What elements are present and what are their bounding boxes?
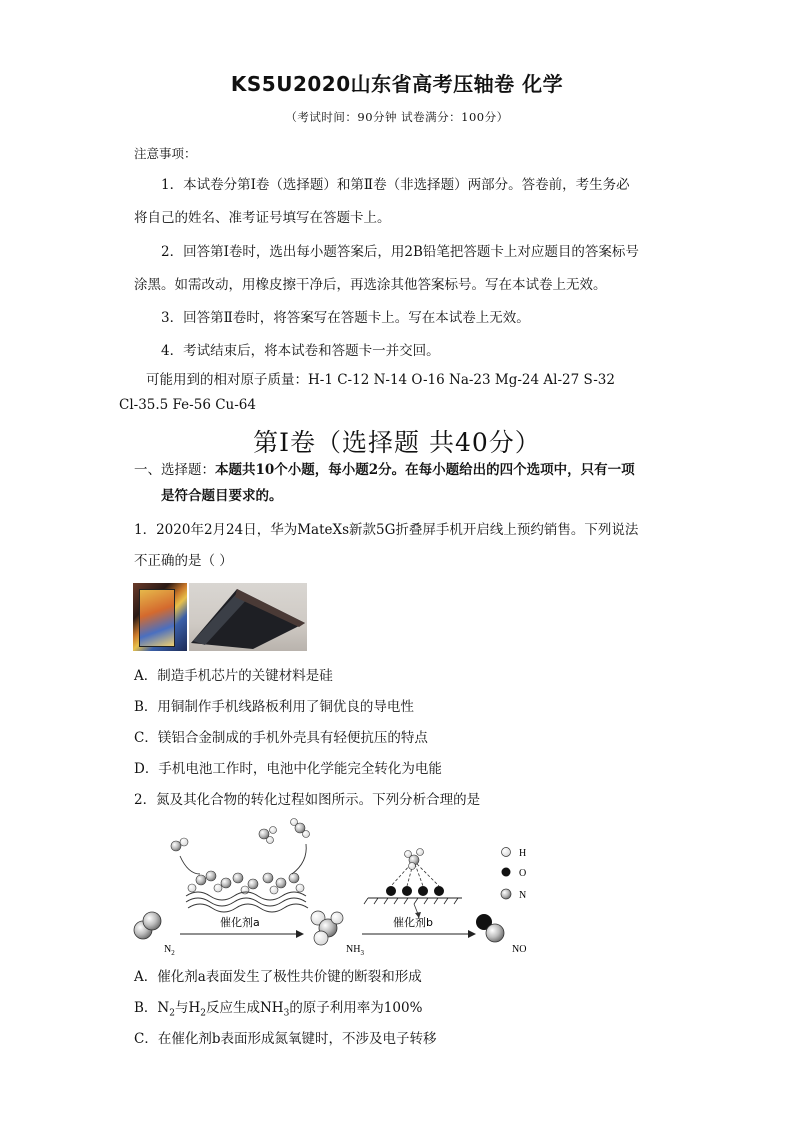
catalyst-b-surface (364, 849, 462, 919)
q2-stem: 2．氮及其化合物的转化过程如图所示。下列分析合理的是 (134, 792, 481, 808)
legend-n-label: N (519, 890, 527, 901)
exam-info: （考试时间：90分钟 试卷满分：100分） (285, 110, 509, 124)
nh3-h-atom (270, 827, 277, 834)
notice-item-4: 4．考试结束后，将本试卷和答题卡一并交回。 (161, 343, 440, 359)
atomic-mass-line-1: 可能用到的相对原子质量：H-1 C-12 N-14 O-16 Na-23 Mg-24 Al-27 S-32 (146, 372, 615, 388)
q2-option-b-sub: 2 (200, 1008, 206, 1019)
q2-option-a: A．催化剂a表面发生了极性共价键的断裂和形成 (134, 969, 422, 985)
no-label: NO (512, 944, 527, 955)
q2-option-b-part: B．N (134, 1000, 170, 1016)
nh3-h-atom (267, 837, 274, 844)
part-1-heading: 第Ⅰ卷（选择题 共40分） (253, 428, 541, 457)
q1-option-c: C．镁铝合金制成的手机外壳具有轻便抗压的特点 (134, 730, 428, 746)
legend-n-symbol (501, 889, 511, 899)
arrowhead-b (468, 930, 476, 938)
n2-molecule-atom (143, 912, 161, 930)
notice-heading: 注意事项： (134, 146, 197, 161)
q2-option-b-part: 反应生成NH (205, 1000, 284, 1016)
folded-phone-shape (189, 583, 307, 651)
nh3-h-atom (314, 931, 328, 945)
catalyst-b-label: 催化剂b (393, 916, 433, 929)
legend-o-symbol (502, 868, 511, 877)
catalyst-a-surface (186, 871, 308, 912)
curved-arrow-in (180, 856, 200, 874)
notice-item-2-line-2: 涂黑。如需改动，用橡皮擦干净后，再选涂其他答案标号。写在本试卷上无效。 (134, 277, 607, 293)
q2-option-b (134, 999, 422, 1023)
phone-screen (139, 589, 175, 647)
q1-option-a: A．制造手机芯片的关键材料是硅 (134, 668, 333, 684)
notice-item-2-line-1: 2．回答第Ⅰ卷时，选出每小题答案后，用2B铅笔把答题卡上对应题目的答案标号 (161, 244, 639, 260)
nitrogen-conversion-diagram (128, 818, 548, 963)
q2-option-c: C．在催化剂b表面形成氮氧键时，不涉及电子转移 (134, 1031, 437, 1047)
notice-item-3: 3．回答第Ⅱ卷时，将答案写在答题卡上。写在本试卷上无效。 (161, 310, 530, 326)
notice-item-1-line-2: 将自己的姓名、准考证号填写在答题卡上。 (134, 210, 391, 226)
q1-stem-line-2: 不正确的是（ ） (134, 553, 233, 569)
nh3-label: $NH_3$ (346, 944, 364, 957)
q1-stem-line-1: 1．2020年2月24日，华为MateXs新款5G折叠屏手机开启线上预约销售。下列说法 (134, 522, 639, 538)
incoming-h-atom (180, 838, 188, 846)
nh3-h-atom (303, 831, 310, 838)
curved-arrow-out (292, 844, 306, 874)
legend-o-label: O (519, 868, 527, 879)
section-prefix: 一、选择题： (134, 462, 215, 478)
catalyst-a-label: 催化剂a (220, 916, 260, 929)
no-n-atom (486, 924, 504, 942)
atomic-mass-line-2: Cl-35.5 Fe-56 Cu-64 (119, 397, 256, 413)
q2-option-b-part: 与H (174, 1000, 201, 1016)
section-text: 本题共10个小题，每小题2分。在每小题给出的四个选项中，只有一项 (215, 462, 635, 478)
legend-h-symbol (502, 848, 511, 857)
phone-folded-photo (189, 583, 307, 651)
nh3-h-atom (291, 819, 298, 826)
q2-option-b-part: 的原子利用率为100% (289, 1000, 423, 1016)
section-instruction-line-1 (134, 461, 635, 479)
q2-option-b-sub: 2 (169, 1008, 175, 1019)
q2-option-b-sub: 3 (283, 1008, 290, 1019)
page-title: KS5U2020山东省高考压轴卷 化学 (230, 72, 564, 96)
arrowhead-a (296, 930, 304, 938)
notice-item-1-line-1: 1．本试卷分第Ⅰ卷（选择题）和第Ⅱ卷（非选择题）两部分。答卷前，考生务必 (161, 177, 630, 193)
incoming-n2-atom (171, 841, 181, 851)
section-instruction-line-2: 是符合题目要求的。 (161, 488, 283, 504)
n2-label: $N_2$ (164, 944, 175, 957)
nh3-h-atom (331, 912, 343, 924)
q1-option-d: D．手机电池工作时，电池中化学能完全转化为电能 (134, 761, 442, 777)
q1-option-b: B．用铜制作手机线路板利用了铜优良的导电性 (134, 699, 414, 715)
phone-unfolded-photo (133, 583, 187, 651)
legend-h-label: H (519, 848, 527, 859)
